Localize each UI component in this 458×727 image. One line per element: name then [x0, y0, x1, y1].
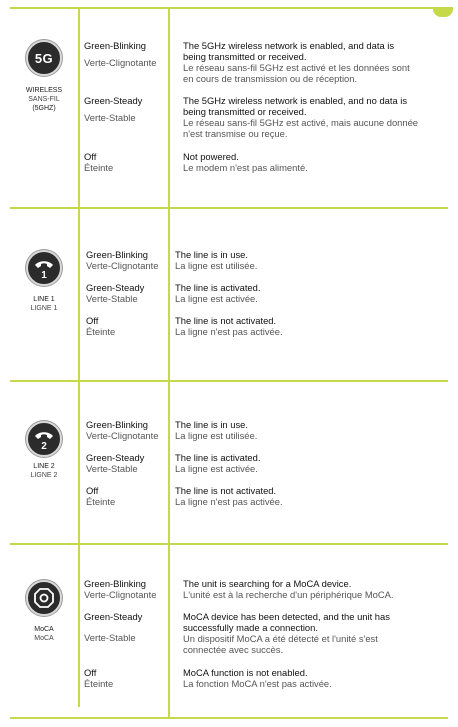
column-divider — [168, 9, 170, 207]
device-label: WIRELESS SANS-FIL (5GHZ) — [25, 87, 63, 112]
led-description: Not powered. Le modem n'est pas alimenté. — [183, 151, 308, 173]
section-divider — [10, 207, 448, 209]
led-description: The line is activated. La ligne est activée. — [175, 452, 261, 474]
led-state: Green-Blinking Verte-Clignotante — [84, 40, 157, 68]
led-description: The line is activated. La ligne est activée. — [175, 282, 261, 304]
column-divider — [168, 545, 170, 717]
led-state: Green-Blinking Verte-Clignotante — [86, 249, 159, 271]
svg-text:2: 2 — [41, 441, 47, 451]
svg-text:1: 1 — [41, 270, 47, 280]
led-description: The 5GHz wireless network is enabled, and no data is being transmitted or received. Le réseau sans-fil 5GHz est activé, mais aucune donnée n'est transmise ou reçue. — [183, 95, 419, 139]
led-description: The line is not activated. La ligne n'est pas activée. — [175, 315, 283, 337]
5g-icon: 5G — [26, 40, 62, 76]
led-state: Green-Blinking Verte-Clignotante — [84, 578, 157, 600]
moca-icon — [26, 580, 62, 616]
led-description: MoCA device has been detected, and the unit has successfully made a connection. Un dispositif MoCA a été détecté et l'unité s'est connectée avec succès. — [183, 611, 390, 655]
column-divider — [168, 382, 170, 543]
section-divider — [10, 543, 448, 545]
led-state: Green-Steady Verte-Stable — [84, 95, 143, 123]
led-description: The unit is searching for a MoCA device. L'unité est à la recherche d'un périphérique MoCA. — [183, 578, 394, 600]
top-rule — [10, 7, 448, 9]
led-description: The 5GHz wireless network is enabled, and data is being transmitted or received. Le réseau sans-fil 5GHz est activé et les données sont en cours de transmission ou de réception. — [183, 40, 410, 84]
led-state: Green-Steady Verte-Stable — [86, 282, 145, 304]
section-divider — [10, 380, 448, 382]
led-description: MoCA function is not enabled. La fonction MoCA n'est pas activée. — [183, 667, 332, 689]
phone-line-1-icon — [26, 250, 62, 286]
led-state: Off Éteinte — [84, 151, 114, 173]
led-state: Off Éteinte — [86, 485, 116, 507]
column-divider — [78, 9, 80, 707]
device-label: LINE 2 LIGNE 2 — [30, 463, 58, 479]
led-state: Green-Steady Verte-Stable — [86, 452, 145, 474]
led-description: The line is not activated. La ligne n'est pas activée. — [175, 485, 283, 507]
led-description: The line is in use. La ligne est utilisée. — [175, 419, 258, 441]
column-divider — [168, 209, 170, 380]
led-description: The line is in use. La ligne est utilisée. — [175, 249, 258, 271]
device-label: LINE 1 LIGNE 1 — [30, 296, 58, 312]
phone-line-2-icon — [26, 421, 62, 457]
led-state: Off Éteinte — [86, 315, 116, 337]
led-state: Green-Blinking Verte-Clignotante — [86, 419, 159, 441]
corner-tab — [433, 7, 453, 17]
device-label: MoCA MoCA — [34, 626, 54, 642]
led-state: Off Éteinte — [84, 667, 114, 689]
section-divider — [10, 717, 448, 719]
led-state: Green-Steady Verte-Stable — [84, 611, 143, 643]
